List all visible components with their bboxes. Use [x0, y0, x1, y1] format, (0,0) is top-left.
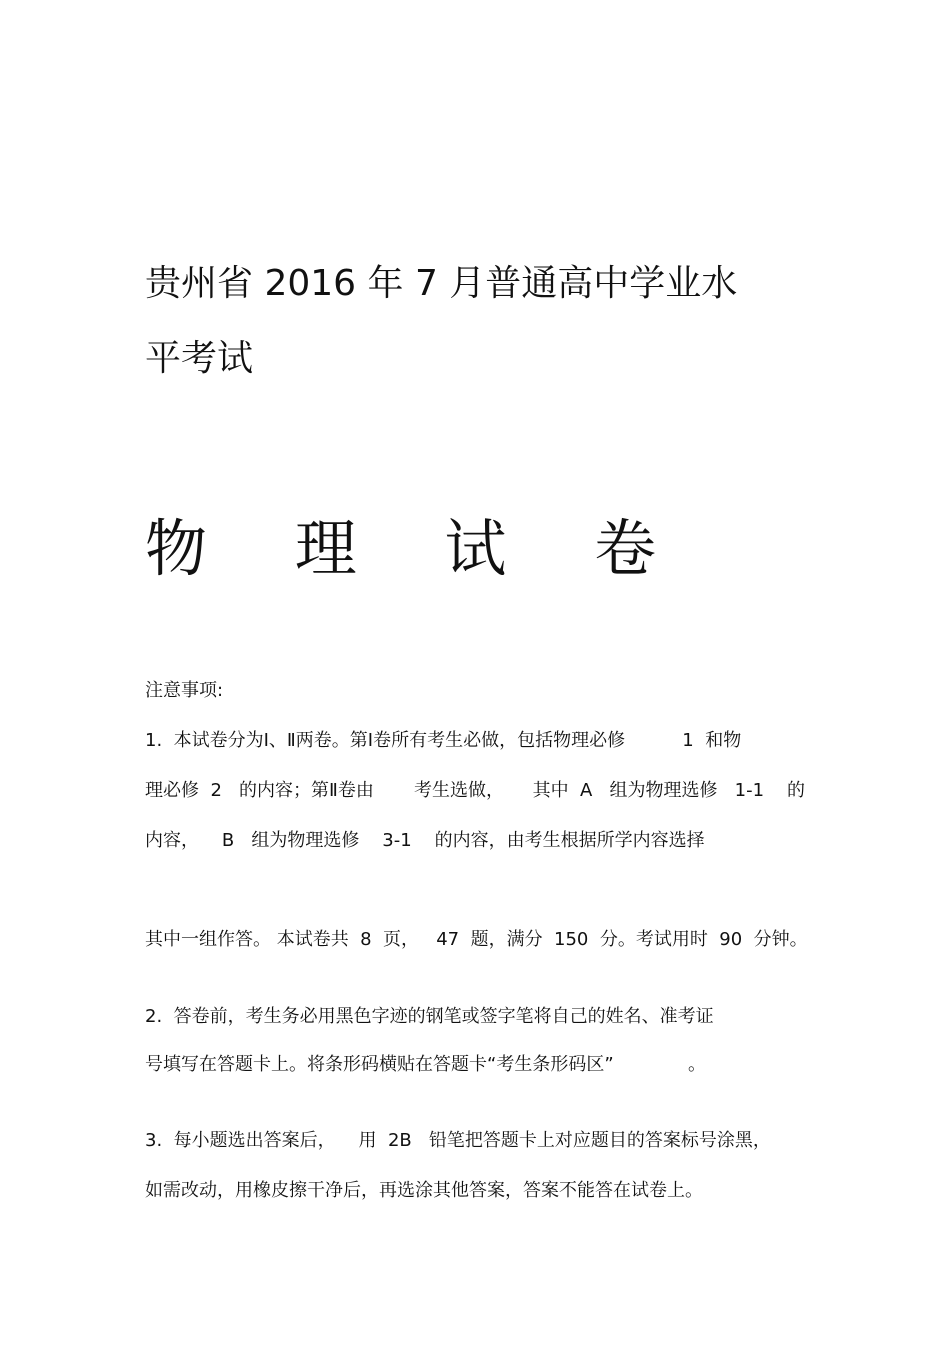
exam-title-line-1: 贵州省 2016 年 7 月普通高中学业水 [145, 263, 738, 304]
notice-line: 2. 答卷前，考生务必用黑色字迹的钢笔或签字笔将自己的姓名、准考证 [145, 1006, 714, 1027]
notice-line: 其中一组作答。 本试卷共 8 页， 47 题，满分 150 分。考试用时 90 分钟。 [145, 929, 808, 950]
notice-line: 号填写在答题卡上。将条形码横贴在答题卡“考生条形码区” 。 [145, 1054, 707, 1075]
notice-line: 3. 每小题选出答案后， 用 2B 铅笔把答题卡上对应题目的答案标号涂黑， [145, 1130, 771, 1151]
notice-line: 1. 本试卷分为Ⅰ、Ⅱ两卷。第Ⅰ卷所有考生必做，包括物理必修 1 和物 [145, 730, 742, 751]
notice-line: 内容， B 组为物理选修 3-1 的内容，由考生根据所学内容选择 [145, 830, 705, 851]
subject-heading: 物 理 试 卷 [145, 512, 691, 585]
notice-line: 如需改动，用橡皮擦干净后，再选涂其他答案，答案不能答在试卷上。 [145, 1180, 703, 1201]
exam-title-line-2: 平考试 [145, 338, 254, 379]
notice-heading: 注意事项: [145, 680, 224, 701]
notice-line: 理必修 2 的内容；第Ⅱ卷由 考生选做， 其中 A 组为物理选修 1-1 的 [145, 780, 805, 801]
